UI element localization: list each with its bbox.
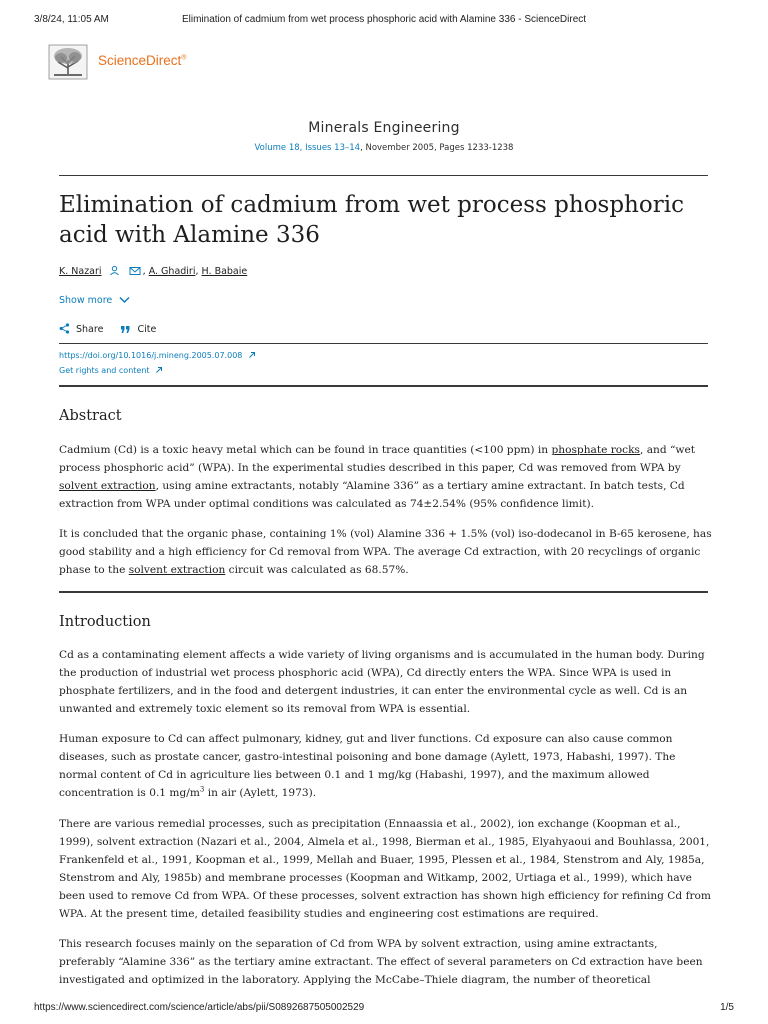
share-label: Share [76,324,104,335]
solvent-extraction-link[interactable]: solvent extraction [59,480,156,492]
external-link-icon [155,366,163,374]
show-more-label: Show more [59,295,113,306]
divider [59,175,708,176]
divider [59,343,708,344]
cite-label: Cite [137,324,157,335]
author-separator: , [142,266,146,277]
article-title: Elimination of cadmium from wet process phosphoric acid with Alamine 336 [59,192,684,248]
body-paragraph: Human exposure to Cd can affect pulmonary, kidney, gut and liver functions. Cd exposure can also cause common diseases, such as prostate cancer, gastro-intestinal poisoning and bone damage (Aylett, 1973, Habashi, 1997). The normal content of Cd in agriculture lies between 0.1 and 1 mg/kg (Habashi, 1997), and the maximum allowed concentration is 0.1 $mg/m^3$ in air (Aylett, 1973). [59,733,676,799]
abstract-paragraph: Cadmium (Cd) is a toxic heavy metal which can be found in trace quantities (<100 ppm) in phosphate rocks, and “wet process phosphoric acid” (WPA). In the experimental studies described in this paper, Cd was removed from WPA by solvent extraction, using amine extractants, notably “Alamine 336” as a tertiary amine extractant. In batch tests, Cd extraction from WPA under optimal conditions was calculated as 74±2.54% (95% confidence limit). [59,444,696,510]
doi-text: https://doi.org/10.1016/j.mineng.2005.07.008 [59,351,243,360]
phosphate-rocks-link[interactable]: phosphate rocks [551,444,640,456]
print-url: https://www.sciencedirect.com/science/article/abs/pii/S0892687505002529 [34,1002,365,1013]
doi-link[interactable] [59,351,256,360]
author-separator: , [195,266,199,277]
share-icon [59,323,70,334]
show-more-button[interactable] [59,295,130,306]
person-icon[interactable] [109,265,120,279]
share-button[interactable] [59,323,103,335]
author-link[interactable]: A. Ghadiri [148,266,196,277]
rights-link[interactable] [59,366,163,375]
divider [59,591,708,593]
author-list [59,265,247,279]
journal-volume [0,143,768,153]
print-header [34,14,734,28]
print-datetime: 3/8/24, 11:05 AM [34,14,109,25]
body-paragraph: There are various remedial processes, such as precipitation (Ennaassia et al., 2002), ion exchange (Koopman et al., 1999), solvent extraction (Nazari et al., 2004, Almela et al., 1998, Bierman et al., 1985, Elyahyaoui and Bouhlassa, 2001, Frankenfeld et al., 1991, Koopman et al., 1999, Mellah and Buaer, 1995, Plessen et al., 1984, Stenstrom and Aly, 1985a, Stenstrom and Aly, 1985b) and membrane processes (Koopman and Witkamp, 2002, Urtiaga et al., 1999), which have been used to remove Cd from WPA. Of these processes, solvent extraction has shown high efficiency for refining Cd from WPA. At the present time, detailed feasibility studies and engineering cost estimations are required. [59,818,711,920]
print-footer [34,1002,734,1016]
quote-icon [120,325,131,334]
print-page-title: Elimination of cadmium from wet process phosphoric acid with Alamine 336 - ScienceDirect [181,14,587,25]
article-actions [59,323,170,335]
journal-name[interactable]: Minerals Engineering [308,120,460,136]
rights-text: Get rights and content [59,366,150,375]
author-link[interactable]: K. Nazari [59,266,102,277]
introduction-heading: Introduction [59,614,151,630]
body-paragraph: Cd as a contaminating element affects a wide variety of living organisms and is accumulated in the human body. During the production of industrial wet process phosphoric acid (WPA), Cd directly enters the WPA. Since WPA is used in phosphate fertilizers, and in the food and detergent industries, it can enter the environmental cycle as well. Cd is an unwanted and extremely toxic element so its removal from WPA is essential. [59,649,705,715]
print-page-number: 1/5 [720,1002,734,1013]
elsevier-tree-logo [48,44,88,80]
solvent-extraction-link[interactable]: solvent extraction [128,564,226,576]
chevron-down-icon [119,296,130,304]
abstract-heading: Abstract [59,408,122,424]
divider [59,385,708,387]
abstract-paragraph: It is concluded that the organic phase, containing 1% (vol) Alamine 336 + 1.5% (vol) iso-dodecanol in B-65 kerosene, has good stability and a high efficiency for Cd removal from WPA. The average Cd extraction, with 20 recyclings of organic phase to the solvent extraction circuit was calculated as 68.57%. [59,528,712,576]
body-paragraph: This research focuses mainly on the separation of Cd from WPA by solvent extraction, using amine extractants, preferably “Alamine 336” as the tertiary amine extractant. The effect of several parameters on Cd extraction have been investigated and optimized in the laboratory. Applying the McCabe–Thiele diagram, the number of theoretical [59,938,703,986]
email-icon[interactable] [129,266,141,279]
cite-button[interactable] [120,324,156,335]
external-link-icon [248,351,256,359]
brand-name: ScienceDirect® [98,53,187,68]
author-link[interactable]: H. Babaie [201,266,248,277]
volume-link[interactable]: Volume 18, Issues 13–14 [254,143,361,153]
volume-details: , November 2005, Pages 1233-1238 [360,143,514,153]
